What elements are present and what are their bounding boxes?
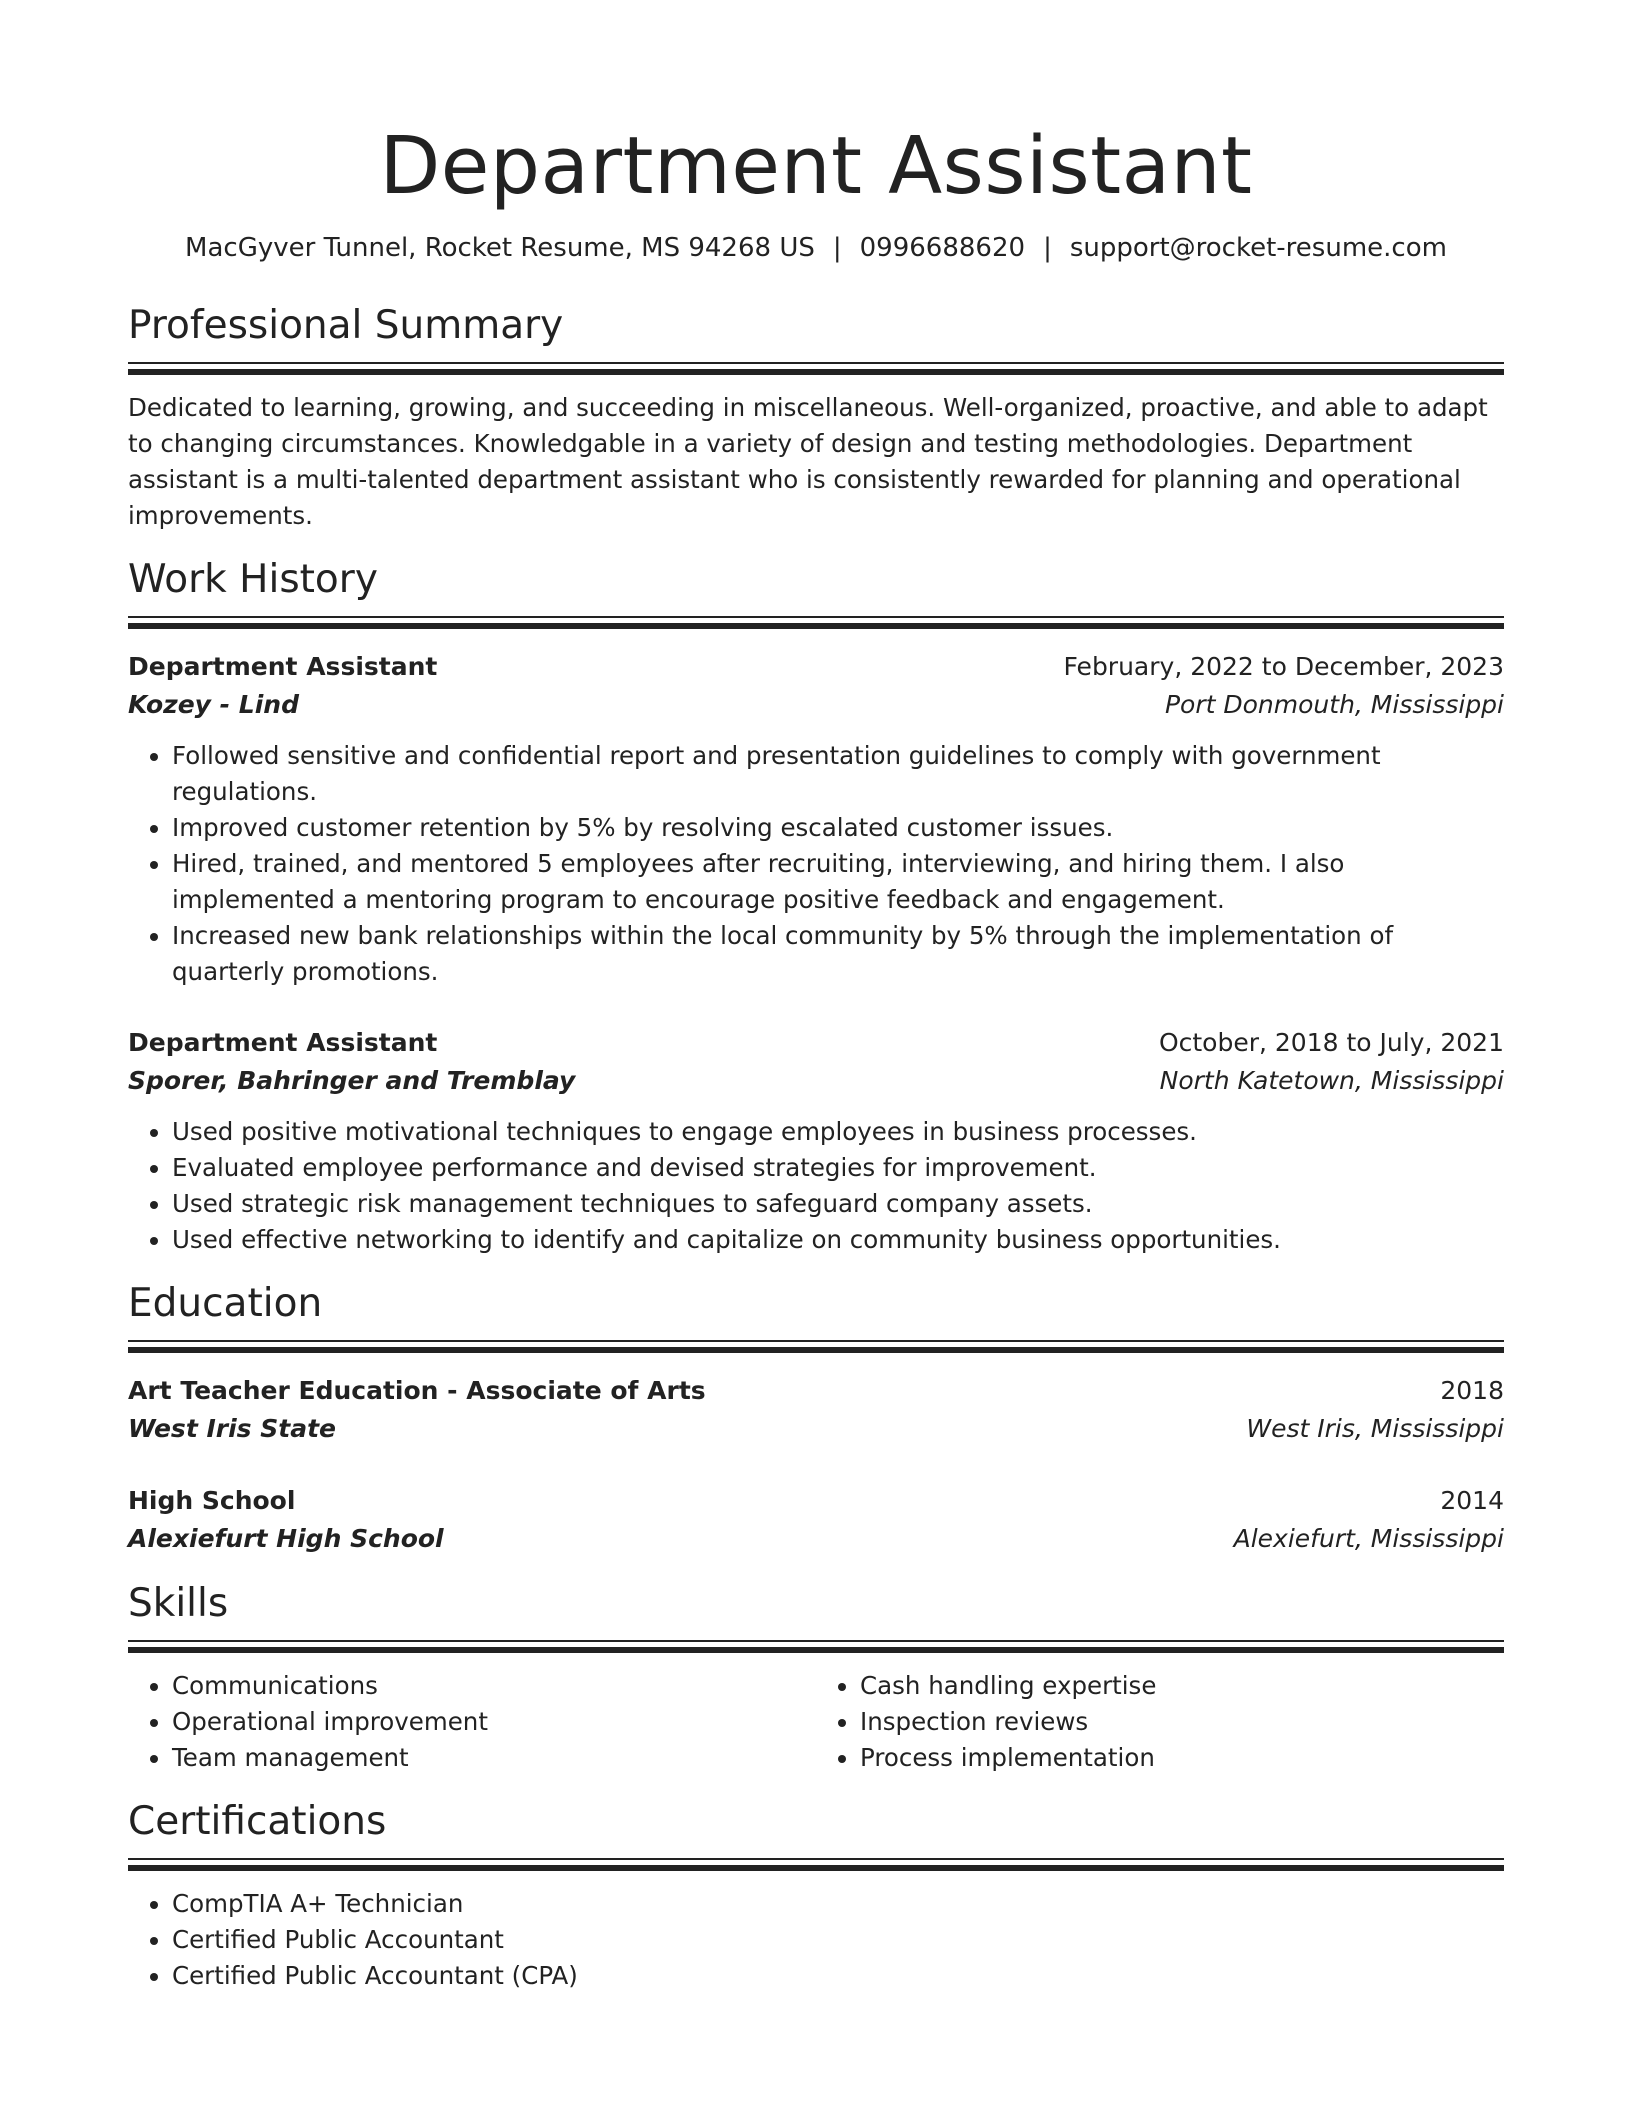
job-entry [128,1024,1504,1258]
skills-list [816,1668,1504,1776]
list-item: • Used effective networking to identify and capitalize on community business opportunities. [172,1222,1504,1258]
job-header-row [128,648,1504,686]
skills-heading: Skills [128,1581,229,1626]
education-header-row [128,1372,1504,1410]
education-location: West Iris, Mississippi [1246,1414,1504,1443]
job-bullets [128,1114,1504,1258]
skills-column-left [128,1668,816,1776]
list-item: • Hired, trained, and mentored 5 employees after recruiting, interviewing, and hiring them. I also implemented a mentoring program to encourage positive feedback and engagement. [172,846,1504,918]
job-company: Kozey - Lind [128,690,299,719]
certifications-heading: Certifications [128,1799,387,1844]
list-item: • Improved customer retention by 5% by resolving escalated customer issues. [172,810,1504,846]
education-entry [128,1482,1504,1558]
education-year: 2018 [1440,1376,1504,1405]
contact-line [128,230,1504,266]
list-item: • Used positive motivational techniques to engage employees in business processes. [172,1114,1504,1150]
job-location: North Katetown, Mississippi [1159,1066,1504,1095]
job-dates: October, 2018 to July, 2021 [1158,1028,1504,1057]
certifications-section [128,1798,1504,1994]
resume-title: Department Assistant [379,120,1253,212]
education-year: 2014 [1440,1486,1504,1515]
list-item: • Communications [172,1668,816,1704]
job-entry [128,648,1504,990]
section-divider [128,1858,1504,1872]
education-header-row [128,1482,1504,1520]
skills-grid [128,1668,1504,1776]
list-item: • Evaluated employee performance and devised strategies for improvement. [172,1150,1504,1186]
contact-address: MacGyver Tunnel, Rocket Resume, MS 94268 US [185,233,815,263]
job-company-row [128,1062,1504,1100]
section-divider [128,1640,1504,1654]
list-item: • Certified Public Accountant (CPA) [172,1958,1504,1994]
list-item: • Certified Public Accountant [172,1922,1504,1958]
job-company-row [128,686,1504,724]
contact-separator: | [1043,233,1052,263]
summary-text: Dedicated to learning, growing, and succeeding in miscellaneous. Well-organized, proactive, and able to adapt to changing circumstances. Knowledgable in a variety of design and testing methodologies. Department assistant is a multi-talented department assistant who is consistently rewarded for planning and operational improvements. [128,393,1488,530]
job-header-row [128,1024,1504,1062]
job-dates: February, 2022 to December, 2023 [1063,652,1504,681]
contact-email[interactable]: support@rocket-resume.com [1069,233,1447,263]
list-item: • Inspection reviews [860,1704,1504,1740]
section-divider [128,362,1504,376]
list-item: • Used strategic risk management techniques to safeguard company assets. [172,1186,1504,1222]
contact-phone: 0996688620 [859,233,1026,263]
job-bullets [128,738,1504,990]
education-school: West Iris State [128,1414,336,1443]
skills-list [128,1668,816,1776]
job-location: Port Donmouth, Mississippi [1164,690,1504,719]
list-item: • Followed sensitive and confidential report and presentation guidelines to comply with government regulations. [172,738,1504,810]
education-location: Alexiefurt, Mississippi [1233,1524,1504,1553]
education-school-row [128,1520,1504,1558]
work-history-heading: Work History [128,557,378,602]
section-divider [128,1340,1504,1354]
skills-section [128,1580,1504,1776]
summary-heading: Professional Summary [128,303,564,348]
job-title: Department Assistant [128,1028,438,1057]
education-heading: Education [128,1281,323,1326]
education-entry [128,1372,1504,1448]
list-item: • Process implementation [860,1740,1504,1776]
list-item: • Cash handling expertise [860,1668,1504,1704]
list-item: • CompTIA A+ Technician [172,1886,1504,1922]
summary-section [128,302,1504,534]
education-section [128,1280,1504,1558]
education-school-row [128,1410,1504,1448]
education-degree: Art Teacher Education - Associate of Arts [128,1376,706,1405]
contact-separator: | [832,233,842,263]
list-item: • Team management [172,1740,816,1776]
education-degree: High School [128,1486,296,1515]
job-title: Department Assistant [128,652,438,681]
section-divider [128,616,1504,630]
skills-column-right [816,1668,1504,1776]
certifications-list [128,1886,1504,1994]
job-company: Sporer, Bahringer and Tremblay [128,1066,576,1095]
list-item: • Increased new bank relationships within the local community by 5% through the implementation of quarterly promotions. [172,918,1504,990]
list-item: • Operational improvement [172,1704,816,1740]
education-school: Alexiefurt High School [128,1524,444,1553]
work-history-section [128,556,1504,1258]
